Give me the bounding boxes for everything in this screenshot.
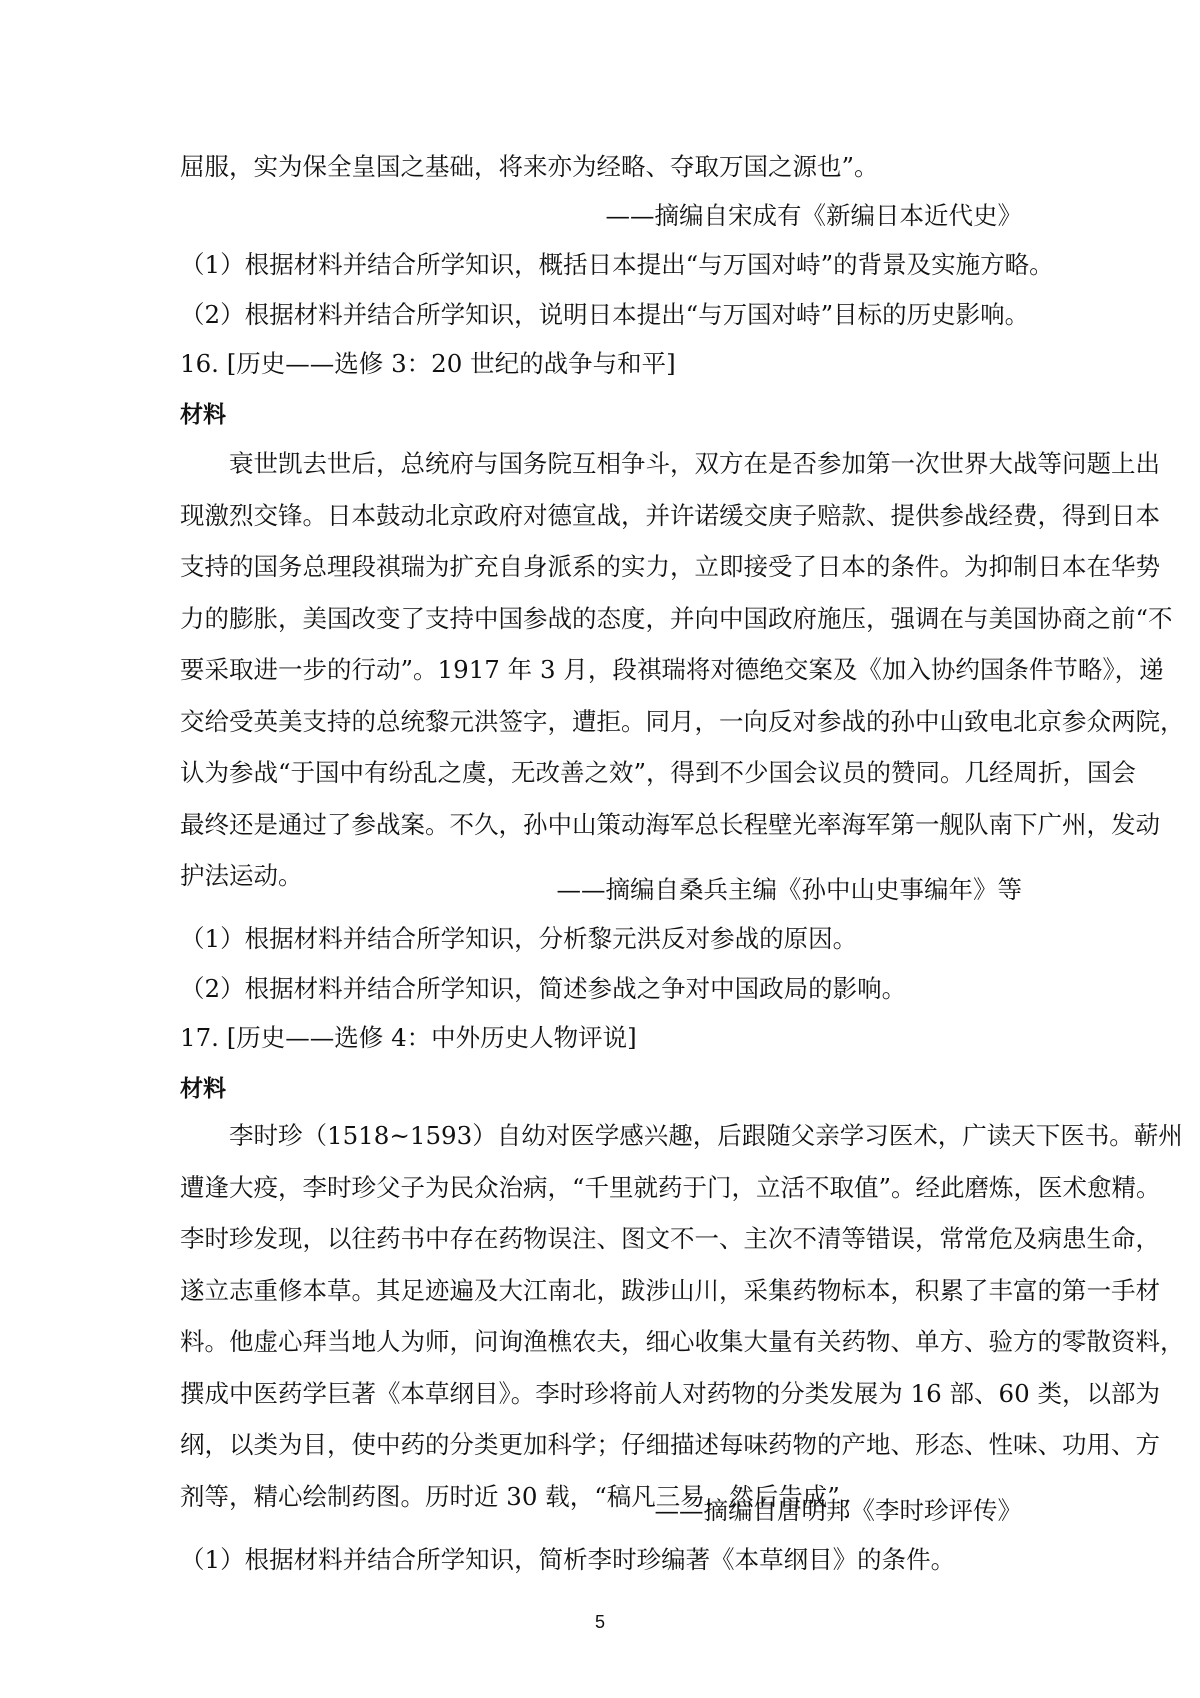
question-1: （1）根据材料并结合所学知识，概括日本提出“与万国对峙”的背景及实施方略。 [180, 250, 1054, 279]
paragraph-line: 李时珍发现，以往药书中存在药物误注、图文不一、主次不清等错误，常常危及病患生命， [180, 1224, 1160, 1253]
paragraph-line: 衰世凯去世后，总统府与国务院互相争斗，双方在是否参加第一次世界大战等问题上出 [229, 449, 1160, 478]
paragraph-line: 要采取进一步的行动”。1917 年 3 月，段祺瑞将对德绝交案及《加入协约国条件节略》，递 [180, 655, 1164, 684]
paragraph-line: 剂等，精心绘制药图。历时近 30 载，“稿凡三易，然后告成”。 [180, 1481, 865, 1511]
paragraph-line: 力的膨胀，美国改变了支持中国参战的态度，并向中国政府施压，强调在与美国协商之前“不 [180, 603, 1173, 633]
question-1: （1）根据材料并结合所学知识，分析黎元洪反对参战的原因。 [180, 924, 858, 953]
paragraph-line: 交给受英美支持的总统黎元洪签字，遭拒。同月，一向反对参战的孙中山致电北京参众两院， [180, 706, 1185, 736]
source-citation: ——摘编自桑兵主编《孙中山史事编年》等 [556, 875, 1022, 904]
material-paragraph-17 [180, 1110, 1185, 1522]
source-citation: ——摘编自宋成有《新编日本近代史》 [605, 201, 1022, 230]
paragraph-line: 纲，以类为目，使中药的分类更加科学；仔细描述每味药物的产地、形态、性味、功用、方 [180, 1430, 1160, 1459]
paragraph-line: 认为参战“于国中有纷乱之虞，无改善之效”，得到不少国会议员的赞同。几经周折，国会 [180, 758, 1137, 787]
paragraph-line: 护法运动。 [180, 861, 303, 890]
paragraph-line: 撰成中医药学巨著《本草纲目》。李时珍将前人对药物的分类发展为 16 部、60 类，以部为 [180, 1378, 1160, 1408]
material-label: 材料 [180, 402, 226, 428]
source-citation: ——摘编自唐明邦《李时珍评传》 [654, 1496, 1022, 1525]
question-1: （1）根据材料并结合所学知识，简析李时珍编著《本草纲目》的条件。 [180, 1545, 956, 1574]
page-number: 5 [594, 1612, 605, 1632]
continued-text-line: 屈服，实为保全皇国之基础，将来亦为经略、夺取万国之源也”。 [180, 152, 879, 181]
question-2: （2）根据材料并结合所学知识，简述参战之争对中国政局的影响。 [180, 974, 907, 1003]
material-label: 材料 [180, 1076, 226, 1102]
paragraph-line: 李时珍（1518~1593）自幼对医学感兴趣，后跟随父亲学习医术，广读天下医书。蕲州 [229, 1121, 1183, 1150]
paragraph-line: 支持的国务总理段祺瑞为扩充自身派系的实力，立即接受了日本的条件。为抑制日本在华势 [180, 552, 1160, 581]
material-paragraph-16 [180, 438, 1185, 902]
section-heading-17: 17. [历史——选修 4：中外历史人物评说] [180, 1023, 637, 1052]
paragraph-line: 最终还是通过了参战案。不久，孙中山策动海军总长程壁光率海军第一舰队南下广州，发动 [180, 809, 1160, 839]
paragraph-line: 遂立志重修本草。其足迹遍及大江南北，跋涉山川，采集药物标本，积累了丰富的第一手材 [180, 1275, 1160, 1305]
section-heading-16: 16. [历史——选修 3：20 世纪的战争与和平] [180, 349, 676, 378]
paragraph-line: 料。他虚心拜当地人为师，问询渔樵农夫，细心收集大量有关药物、单方、验方的零散资料， [180, 1327, 1185, 1356]
question-2: （2）根据材料并结合所学知识，说明日本提出“与万国对峙”目标的历史影响。 [180, 300, 1030, 329]
paragraph-line: 现激烈交锋。日本鼓动北京政府对德宣战，并许诺缓交庚子赔款、提供参战经费，得到日本 [180, 500, 1160, 530]
paragraph-line: 遭逢大疫，李时珍父子为民众治病，“千里就药于门，立活不取值”。经此磨炼，医术愈精。 [180, 1172, 1161, 1202]
